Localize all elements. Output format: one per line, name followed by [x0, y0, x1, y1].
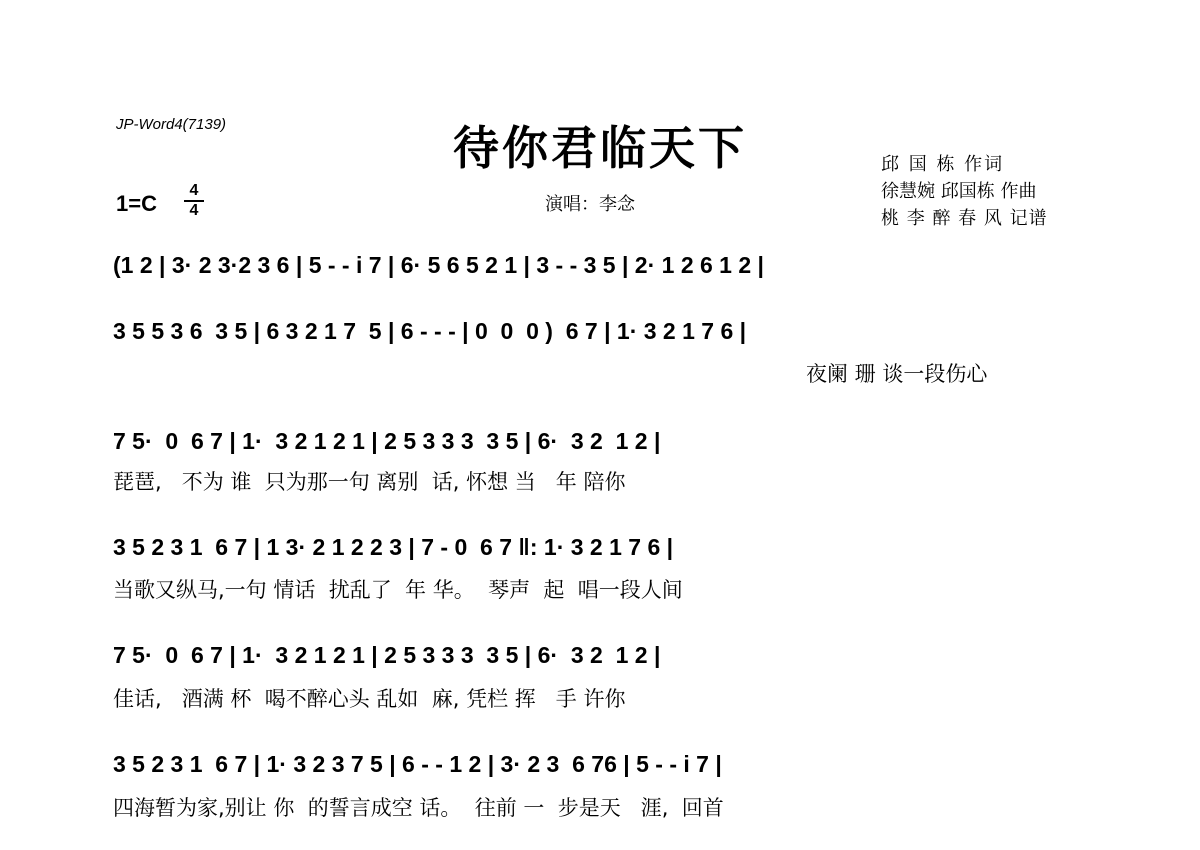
notation-line-1: (1 2 | 3· 2 3·2 3 6 | 5 - - i 7 | 6· 5 6 5 2 1 | 3 - - 3 5 | 2· 1 2 6 1 2 | — [113, 252, 764, 278]
notation-line-5: 7 5· 0 6 7 | 1· 3 2 1 2 1 | 2 5 3 3 3 3 5 | 6· 3 2 1 2 | — [113, 642, 661, 668]
lyrics-line-6: 四海暂为家,别让 你 的誓言成空 话。 往前 一 步是天 涯, 回首 — [113, 796, 724, 820]
transcriber-credit: 桃 李 醉 春 风 记谱 — [881, 208, 1048, 229]
notation-line-4: 3 5 2 3 1 6 7 | 1 3· 2 1 2 2 3 | 7 - 0 6 7 ‖: 1· 3 2 1 7 6 | — [113, 534, 674, 560]
singer-credit: 演唱：李念 — [545, 194, 635, 215]
lyricist-credit: 邱 国 栋 作词 — [881, 154, 1005, 175]
notation-line-6: 3 5 2 3 1 6 7 | 1· 3 2 3 7 5 | 6 - - 1 2 | 3· 2 3 6 76 | 5 - - i 7 | — [113, 751, 722, 777]
composer-credit: 徐慧婉 邱国栋 作曲 — [881, 181, 1037, 202]
lyrics-line-3: 琵琶, 不为 谁 只为那一句 离别 话, 怀想 当 年 陪你 — [113, 470, 626, 494]
time-signature-bottom: 4 — [189, 202, 199, 219]
key-signature: 1=C — [116, 191, 157, 216]
lyrics-line-5: 佳话, 酒满 杯 喝不醉心头 乱如 麻, 凭栏 挥 手 许你 — [113, 687, 626, 711]
lyrics-line-2: 夜阑 珊 谈一段伤心 — [806, 362, 988, 386]
source-label: JP-Word4(7139) — [116, 116, 227, 133]
notation-line-3: 7 5· 0 6 7 | 1· 3 2 1 2 1 | 2 5 3 3 3 3 5 | 6· 3 2 1 2 | — [113, 428, 661, 454]
time-signature-top: 4 — [184, 183, 204, 202]
notation-line-2: 3 5 5 3 6 3 5 | 6 3 2 1 7 5 | 6 - - - | 0 0 0 ) 6 7 | 1· 3 2 1 7 6 | — [113, 318, 747, 344]
song-title: 待你君临天下 — [453, 121, 747, 175]
time-signature — [184, 183, 204, 219]
lyrics-line-4: 当歌又纵马,一句 情话 扰乱了 年 华。 琴声 起 唱一段人间 — [113, 578, 683, 602]
